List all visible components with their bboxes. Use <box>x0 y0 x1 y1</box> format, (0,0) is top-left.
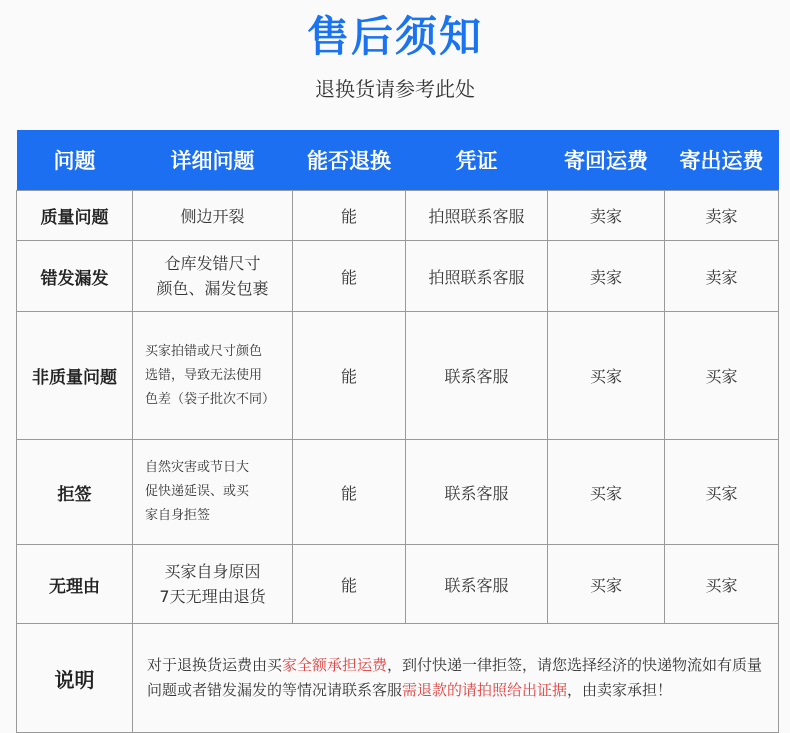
table-header-row <box>17 130 779 191</box>
issue-cell: 错发漏发 <box>17 241 133 312</box>
send-fee-cell: 买家 <box>665 312 779 440</box>
detail-line: 买家自身原因 <box>164 562 261 581</box>
send-fee-cell: 买家 <box>665 545 779 624</box>
page-title: 售后须知 <box>306 12 483 61</box>
table-row <box>17 312 779 440</box>
note-row <box>17 624 779 733</box>
detail-cell <box>133 191 293 241</box>
returnable-cell: 能 <box>293 440 406 545</box>
proof-cell: 拍照联系客服 <box>406 241 548 312</box>
column-header-returnable: 能否退换 <box>293 130 406 191</box>
proof-cell: 拍照联系客服 <box>406 191 548 241</box>
table-row <box>17 545 779 624</box>
note-highlight: 家全额承担运费 <box>282 656 388 674</box>
note-highlight: 需退款的请拍照给出证据 <box>402 681 568 699</box>
after-sales-table <box>16 130 779 733</box>
issue-cell: 非质量问题 <box>17 312 133 440</box>
returnable-cell: 能 <box>293 191 406 241</box>
proof-cell: 联系客服 <box>406 440 548 545</box>
send-fee-cell: 卖家 <box>665 191 779 241</box>
issue-cell: 拒签 <box>17 440 133 545</box>
detail-line: 选错，导致无法使用 <box>145 367 263 383</box>
return-fee-cell: 卖家 <box>548 191 665 241</box>
issue-cell: 无理由 <box>17 545 133 624</box>
note-text <box>133 624 779 733</box>
return-fee-cell: 买家 <box>548 440 665 545</box>
column-header-return-fee: 寄回运费 <box>548 130 665 191</box>
issue-cell: 质量问题 <box>17 191 133 241</box>
proof-cell: 联系客服 <box>406 545 548 624</box>
detail-line: 买家拍错或尺寸颜色 <box>145 343 263 359</box>
column-header-send-fee: 寄出运费 <box>665 130 779 191</box>
detail-line: 侧边开裂 <box>180 207 245 226</box>
note-part: ，由卖家承担！ <box>567 681 673 699</box>
detail-cell <box>133 312 293 440</box>
return-fee-cell: 卖家 <box>548 241 665 312</box>
page-subtitle: 退换货请参考此处 <box>315 77 475 101</box>
note-part: ，到付快递一律拒签，请您选择经济的快递物流如有质量问题或者错发漏发的等情况请联系客服 <box>147 656 763 699</box>
detail-line: 自然灾害或节日大 <box>145 460 250 475</box>
column-header-detail: 详细问题 <box>133 130 293 191</box>
column-header-issue: 问题 <box>17 130 133 191</box>
table-row <box>17 191 779 241</box>
detail-line: 7天无理由退货 <box>159 587 266 606</box>
detail-cell <box>133 440 293 545</box>
table-row <box>17 440 779 545</box>
detail-line: 颜色、漏发包裹 <box>156 279 269 298</box>
detail-line: 色差（袋子批次不同） <box>145 391 276 407</box>
returnable-cell: 能 <box>293 545 406 624</box>
detail-line: 家自身拒签 <box>145 508 211 523</box>
detail-line: 仓库发错尺寸 <box>164 254 261 273</box>
proof-cell: 联系客服 <box>406 312 548 440</box>
table-row <box>17 241 779 312</box>
detail-cell <box>133 545 293 624</box>
note-part: 对于退换货运费由买 <box>147 656 283 674</box>
send-fee-cell: 卖家 <box>665 241 779 312</box>
returnable-cell: 能 <box>293 312 406 440</box>
send-fee-cell: 买家 <box>665 440 779 545</box>
note-label: 说明 <box>17 624 133 733</box>
detail-cell <box>133 241 293 312</box>
return-fee-cell: 买家 <box>548 545 665 624</box>
detail-line: 促快递延误、或买 <box>145 484 250 499</box>
column-header-proof: 凭证 <box>406 130 548 191</box>
returnable-cell: 能 <box>293 241 406 312</box>
return-fee-cell: 买家 <box>548 312 665 440</box>
